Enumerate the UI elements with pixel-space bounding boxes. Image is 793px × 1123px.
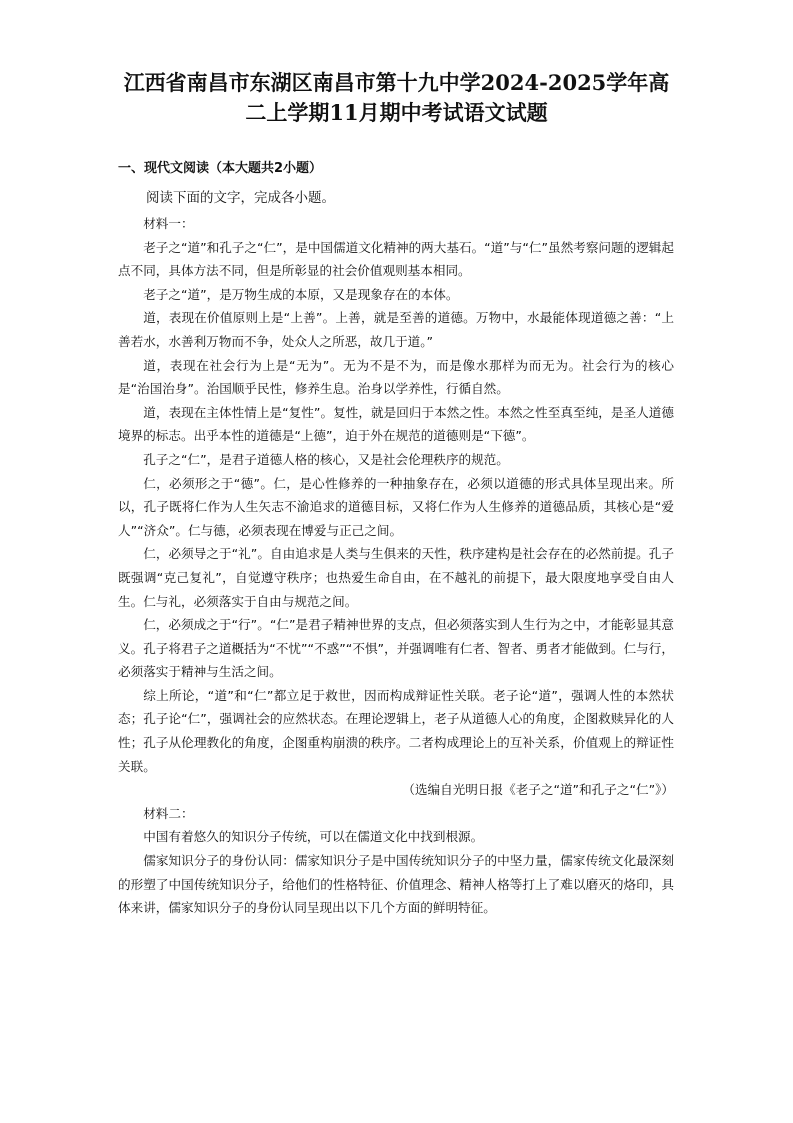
- material-two-label: 材料二：: [143, 805, 194, 821]
- paragraph: 儒家知识分子的身份认同：儒家知识分子是中国传统知识分子的中坚力量，儒家传统文化最深刻的形塑了中国传统知识分子，给他们的性格特征、价值理念、精神人格等打上了难以磨灭的烙印，具体来讲，儒家知识分子的身份认同呈现出以下几个方面的鲜明特征。: [118, 853, 674, 916]
- paragraph: 中国有着悠久的知识分子传统，可以在儒道文化中找到根源。: [143, 829, 484, 845]
- source-citation: （选编自光明日报《老子之“道”和孔子之“仁”》）: [402, 782, 674, 798]
- paragraph: 仁，必须形之于“德”。仁，是心性修养的一种抽象存在，必须以道德的形式具体呈现出来。所以，孔子既将仁作为人生矢志不渝追求的道德目标，又将仁作为人生修养的道德品质，其核心是“爱人”“济众”。仁与德，必须表现在博爱与正己之间。: [118, 475, 674, 538]
- paragraph: 道，表现在价值原则上是“上善”。上善，就是至善的道德。万物中，水最能体现道德之善：“上善若水，水善利万物而不争，处众人之所恶，故几于道。”: [118, 310, 674, 349]
- paragraph: 孔子之“仁”，是君子道德人格的核心，又是社会伦理秩序的规范。: [143, 451, 509, 467]
- article-body: [118, 212, 674, 920]
- paragraph: 仁，必须成之于“行”。“仁”是君子精神世界的支点，但必须落实到人生行为之中，才能彰显其意义。孔子将君子之道概括为“不忧”“不惑”“不惧”，并强调唯有仁者、智者、勇者才能做到。仁与行，必须落实于精神与生活之间。: [118, 617, 674, 680]
- reading-instruction: 阅读下面的文字，完成各小题。: [146, 190, 335, 206]
- title-line-1: 江西省南昌市东湖区南昌市第十九中学2024-2025学年高: [123, 70, 670, 95]
- paragraph: 老子之“道”，是万物生成的本原，又是现象存在的本体。: [143, 286, 459, 302]
- section-heading: 一、现代文阅读（本大题共2小题）: [118, 161, 323, 176]
- paragraph: 道，表现在主体性情上是“复性”。复性，就是回归于本然之性。本然之性至真至纯，是圣人道德境界的标志。出乎本性的道德是“上德”，迫于外在规范的道德则是“下德”。: [118, 404, 674, 444]
- title-line-2: 二上学期11月期中考试语文试题: [245, 100, 548, 125]
- paragraph: 道，表现在社会行为上是“无为”。无为不是不为，而是像水那样为而无为。社会行为的核心是“治国治身”。治国顺乎民性，修养生息。治身以学养性，行循自然。: [118, 357, 674, 397]
- paragraph: 综上所论，“道”和“仁”都立足于救世，因而构成辩证性关联。老子论“道”，强调人性的本然状态；孔子论“仁”，强调社会的应然状态。在理论逻辑上，老子从道德人心的角度，企图救赎异化的人性；孔子从伦理教化的角度，企图重构崩溃的秩序。二者构成理论上的互补关系，价值观上的辩证性关联。: [118, 687, 674, 774]
- document-title: [60, 68, 733, 128]
- paragraph: 仁，必须导之于“礼”。自由追求是人类与生俱来的天性，秩序建构是社会存在的必然前提。孔子既强调“克己复礼”，自觉遵守秩序；也热爱生命自由，在不越礼的前提下，最大限度地享受自由人生。仁与礼，必须落实于自由与规范之间。: [118, 546, 674, 609]
- material-one-label: 材料一：: [143, 216, 194, 231]
- paragraph: 老子之“道”和孔子之“仁”，是中国儒道文化精神的两大基石。“道”与“仁”虽然考察问题的逻辑起点不同，具体方法不同，但是所彰显的社会价值观则基本相同。: [118, 239, 674, 279]
